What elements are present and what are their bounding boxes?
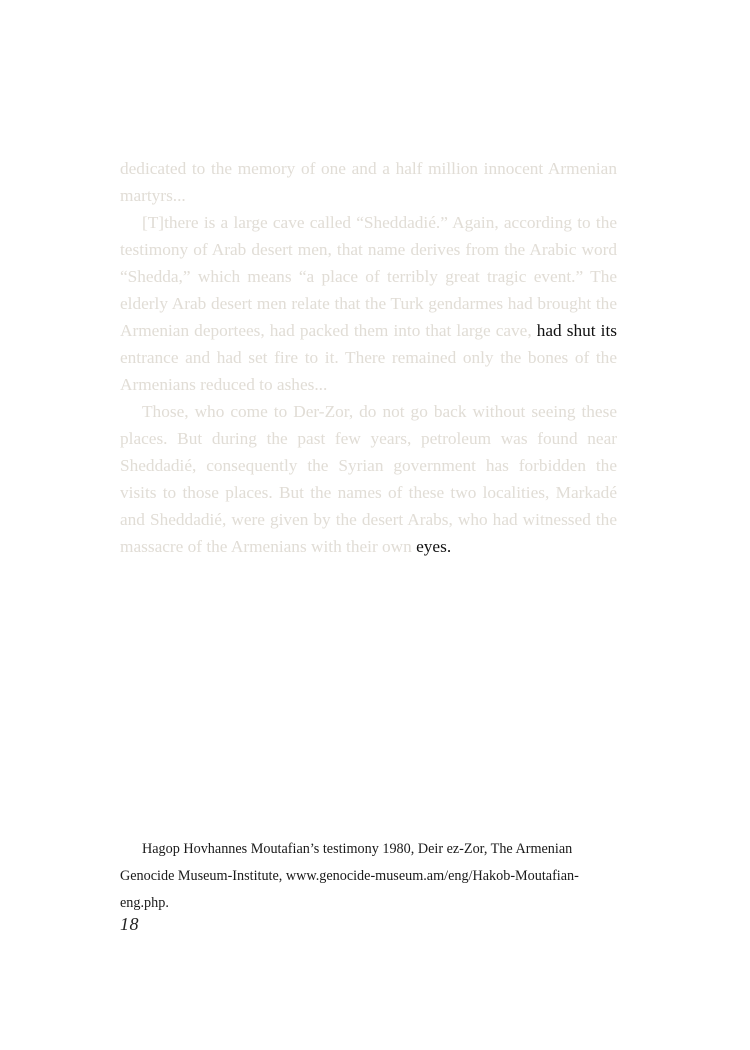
body-text (120, 155, 617, 560)
highlighted-word: eyes. (416, 537, 452, 556)
paragraph-2-text-after: entrance and had set fire to it. There remained only the bones of the Armenians reduced to ashes... (120, 348, 617, 394)
highlighted-phrase: had shut its (536, 321, 617, 340)
paragraph-1-text: dedicated to the memory of one and a half million innocent Armenian martyrs... (120, 159, 617, 205)
footnote (120, 836, 620, 917)
page-number: 18 (120, 914, 139, 934)
paragraph-1 (120, 155, 617, 209)
footnote-text: Hagop Hovhannes Moutafian’s testimony 1980, Deir ez-Zor, The Armenian Genocide Museum-Institute, www.genocide-museum.am/eng/Hakob-Moutafian-eng.php. (120, 841, 579, 911)
paragraph-3-text-before: Those, who come to Der-Zor, do not go back without seeing these places. But during the past few years, petroleum was found near Sheddadié, consequently the Syrian government has forbidden the visits to those places. But the names of these two localities, Markadé and Sheddadié, were given by the desert Arabs, who had witnessed the massacre of the Armenians with their own (120, 402, 617, 556)
paragraph-2 (120, 209, 617, 398)
paragraph-2-text-before: [T]there is a large cave called “Sheddadié.” Again, according to the testimony of Arab desert men, that name derives from the Arabic word “Shedda,” which means “a place of terribly great tragic event.” The elderly Arab desert men relate that the Turk gendarmes had brought the Armenian deportees, had packed them into that large cave, (120, 213, 617, 340)
paragraph-3 (120, 398, 617, 560)
